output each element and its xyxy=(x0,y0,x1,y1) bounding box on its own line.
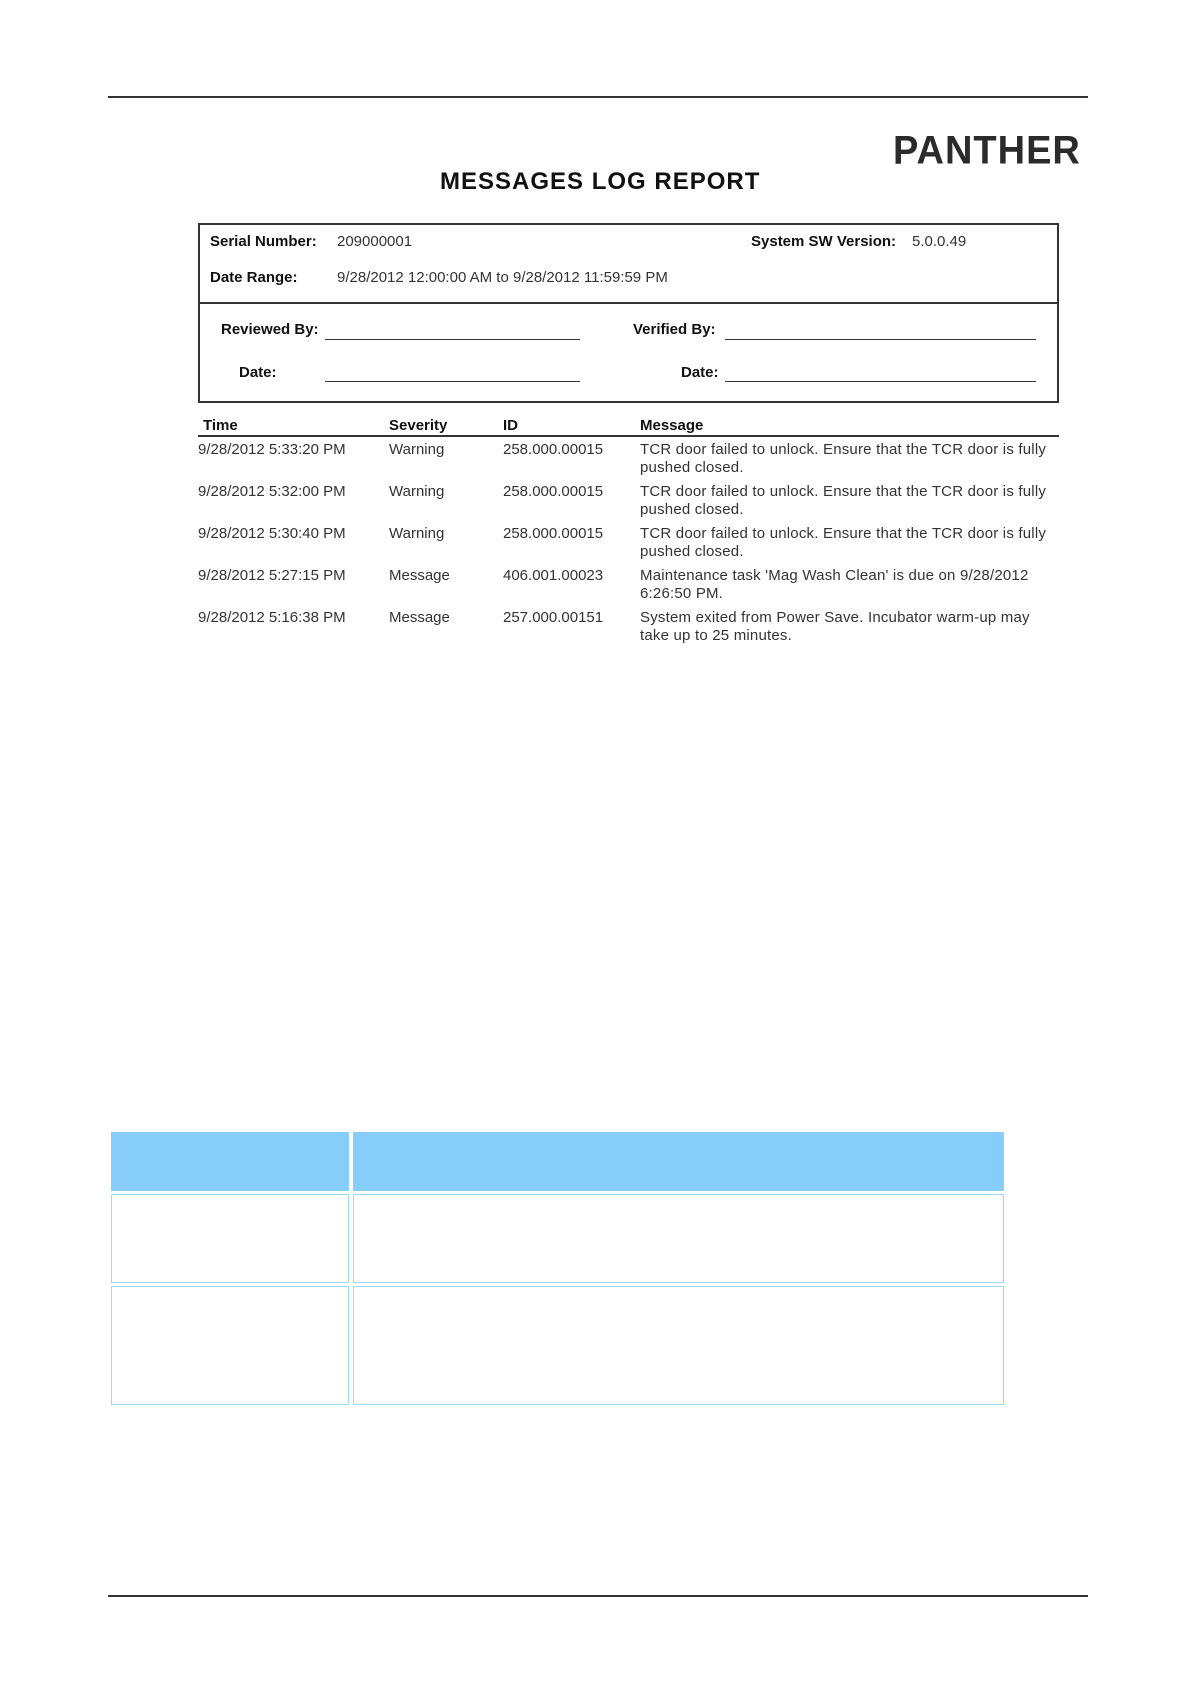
info-table-cell xyxy=(353,1194,1004,1283)
column-header-time: Time xyxy=(203,417,238,434)
row-time: 9/28/2012 5:33:20 PM xyxy=(198,441,346,458)
info-table-cell xyxy=(111,1194,349,1283)
row-message: TCR door failed to unlock. Ensure that the TCR door is fully pushed closed. xyxy=(640,483,1047,518)
sw-version-label: System SW Version: xyxy=(751,233,897,250)
log-table-header xyxy=(198,415,1059,437)
footer-rule xyxy=(108,1595,1088,1597)
verified-by-line xyxy=(725,339,1036,340)
info-table-header-cell-2 xyxy=(353,1132,1004,1191)
row-severity: Message xyxy=(389,567,450,584)
row-id: 258.000.00015 xyxy=(503,483,604,500)
info-table-header-cell-1 xyxy=(111,1132,349,1191)
row-severity: Warning xyxy=(389,525,445,542)
reviewed-by-line xyxy=(325,339,580,340)
row-severity: Warning xyxy=(389,441,445,458)
row-severity: Warning xyxy=(389,483,445,500)
serial-number-label: Serial Number: xyxy=(210,233,317,250)
sw-version-value: 5.0.0.49 xyxy=(912,233,967,250)
review-date-line xyxy=(325,381,580,382)
serial-number-value: 209000001 xyxy=(337,233,413,250)
row-message: TCR door failed to unlock. Ensure that the TCR door is fully pushed closed. xyxy=(640,525,1047,560)
info-table-cell xyxy=(111,1286,349,1405)
row-time: 9/28/2012 5:16:38 PM xyxy=(198,609,346,626)
column-header-severity: Severity xyxy=(389,417,448,434)
row-severity: Message xyxy=(389,609,450,626)
review-date-label: Date: xyxy=(239,364,277,381)
report-info-box xyxy=(198,223,1059,304)
row-message: Maintenance task 'Mag Wash Clean' is due on 9/28/2012 6:26:50 PM. xyxy=(640,567,1029,602)
row-time: 9/28/2012 5:32:00 PM xyxy=(198,483,346,500)
column-header-message: Message xyxy=(640,417,704,434)
row-id: 258.000.00015 xyxy=(503,525,604,542)
date-range-label: Date Range: xyxy=(210,269,298,286)
report-title: MESSAGES LOG REPORT xyxy=(440,168,761,195)
verified-by-label: Verified By: xyxy=(633,321,716,338)
row-id: 258.000.00015 xyxy=(503,441,604,458)
row-id: 257.000.00151 xyxy=(503,609,604,626)
info-table-cell xyxy=(353,1286,1004,1405)
row-id: 406.001.00023 xyxy=(503,567,604,584)
row-time: 9/28/2012 5:27:15 PM xyxy=(198,567,346,584)
reviewed-by-label: Reviewed By: xyxy=(221,321,319,338)
panther-logo: PANTHER xyxy=(893,128,1081,174)
row-message: System exited from Power Save. Incubator warm-up may take up to 25 minutes. xyxy=(640,609,1030,644)
column-header-id: ID xyxy=(503,417,518,434)
row-time: 9/28/2012 5:30:40 PM xyxy=(198,525,346,542)
row-message: TCR door failed to unlock. Ensure that the TCR door is fully pushed closed. xyxy=(640,441,1047,476)
date-range-value: 9/28/2012 12:00:00 AM to 9/28/2012 11:59:59 PM xyxy=(337,269,668,286)
signature-box xyxy=(198,302,1059,403)
verify-date-label: Date: xyxy=(681,364,719,381)
verify-date-line xyxy=(725,381,1036,382)
header-rule xyxy=(108,96,1088,98)
